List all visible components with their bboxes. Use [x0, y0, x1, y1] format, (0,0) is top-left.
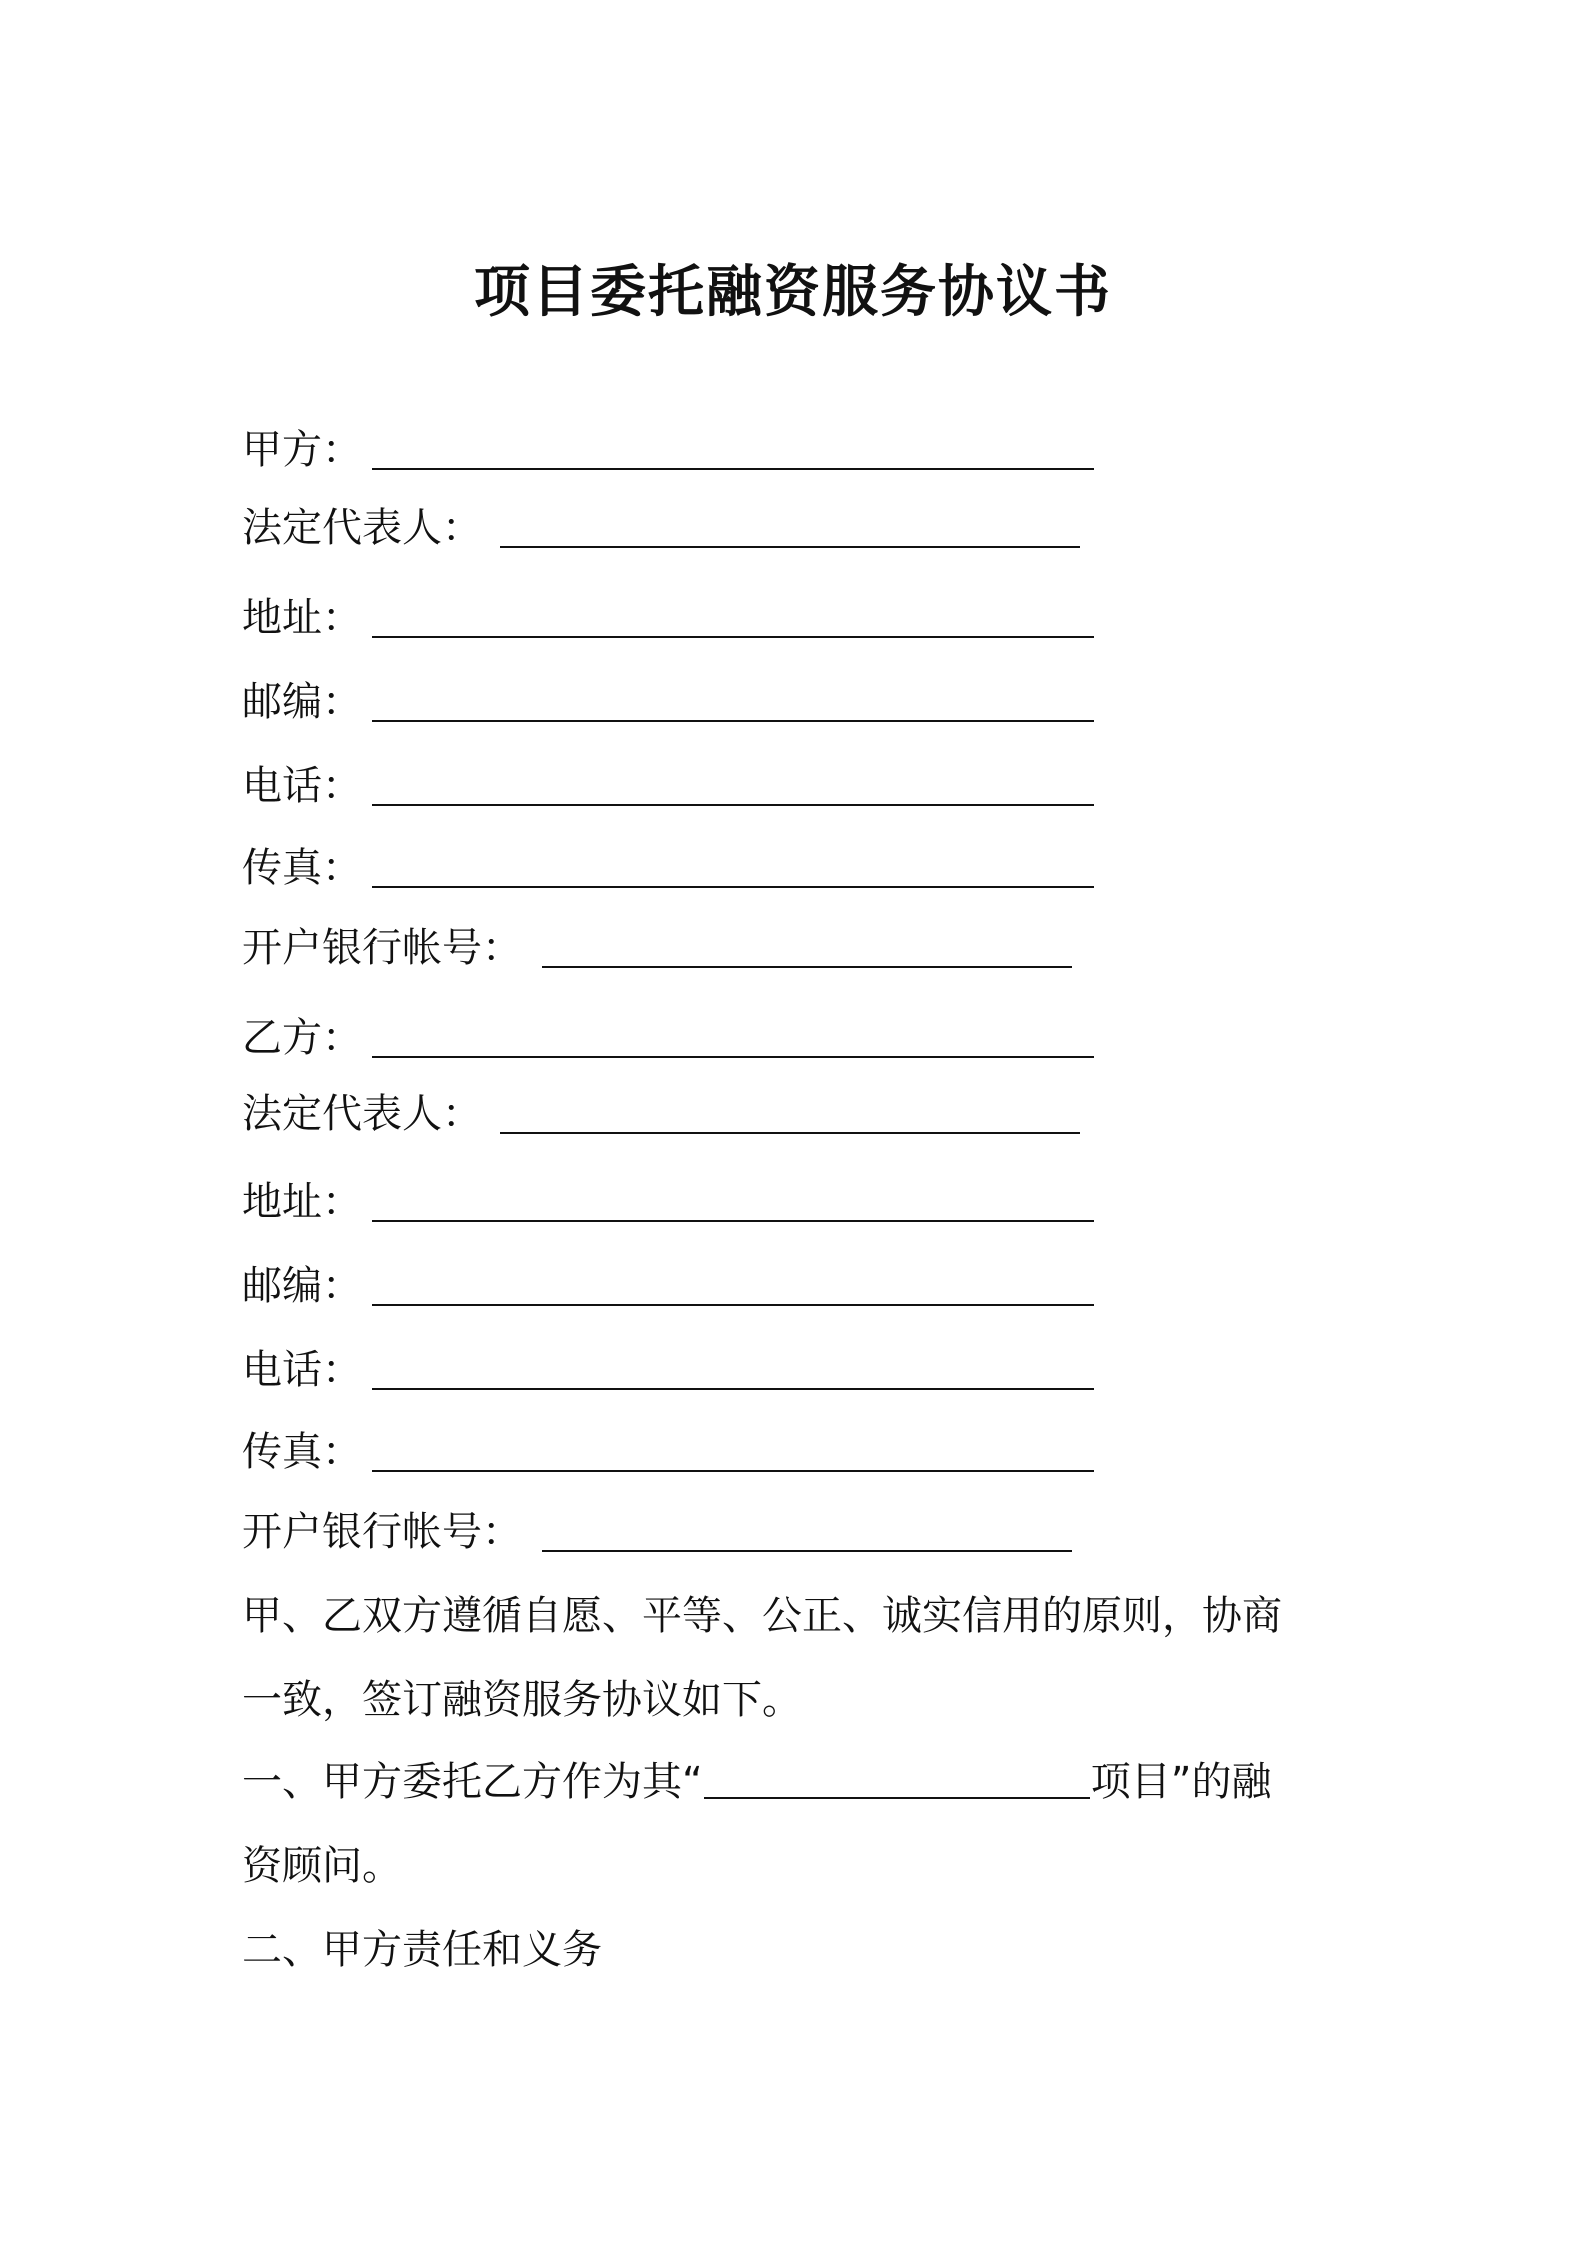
party-b-address-field[interactable]: [242, 1172, 362, 1232]
clause-1-suffix: 项目”的融: [1090, 1759, 1272, 1805]
party-b-phone-blank[interactable]: [372, 1388, 1094, 1390]
project-name-blank[interactable]: [704, 1757, 1090, 1799]
party-a-bank-blank[interactable]: [542, 966, 1072, 968]
clause-1-line-2: 资顾问。: [242, 1843, 402, 1889]
party-a-label: 甲方：: [242, 427, 362, 473]
party-b-bank-label: 开户银行帐号：: [242, 1509, 522, 1555]
party-b-phone-field[interactable]: [242, 1340, 362, 1400]
party-b-bank-blank[interactable]: [542, 1550, 1072, 1552]
party-b-postcode-field[interactable]: [242, 1256, 362, 1316]
party-b-fax-field[interactable]: [242, 1422, 362, 1482]
clause-2-heading: 二、甲方责任和义务: [242, 1927, 602, 1973]
party-a-bank-label: 开户银行帐号：: [242, 925, 522, 971]
party-a-address-blank[interactable]: [372, 636, 1094, 638]
party-b-blank[interactable]: [372, 1056, 1094, 1058]
party-a-fax-label: 传真：: [242, 845, 362, 891]
party-a-fax-field[interactable]: [242, 838, 362, 898]
party-a-legal-rep-label: 法定代表人：: [242, 505, 482, 551]
intro-line-2: 一致，签订融资服务协议如下。: [242, 1677, 802, 1723]
clause-1-prefix: 一、甲方委托乙方作为其“: [242, 1759, 703, 1805]
party-a-address-field[interactable]: [242, 588, 362, 648]
party-b-phone-label: 电话：: [242, 1347, 362, 1393]
party-b-legal-rep-field[interactable]: [242, 1084, 482, 1144]
party-a-postcode-blank[interactable]: [372, 720, 1094, 722]
party-a-fax-blank[interactable]: [372, 886, 1094, 888]
party-a-address-label: 地址：: [242, 595, 362, 641]
party-a-legal-rep-blank[interactable]: [500, 546, 1080, 548]
party-a-bank-field[interactable]: [242, 918, 522, 978]
intro-line-1: 甲、乙双方遵循自愿、平等、公正、诚实信用的原则，协商: [242, 1593, 1282, 1639]
party-a-blank[interactable]: [372, 468, 1094, 470]
party-b-fax-blank[interactable]: [372, 1470, 1094, 1472]
party-b-postcode-label: 邮编：: [242, 1263, 362, 1309]
party-b-label: 乙方：: [242, 1015, 362, 1061]
party-b-bank-field[interactable]: [242, 1502, 522, 1562]
party-b-address-blank[interactable]: [372, 1220, 1094, 1222]
party-a-postcode-label: 邮编：: [242, 679, 362, 725]
party-b-address-label: 地址：: [242, 1179, 362, 1225]
party-a-postcode-field[interactable]: [242, 672, 362, 732]
party-b-field[interactable]: [242, 1008, 362, 1068]
party-b-fax-label: 传真：: [242, 1429, 362, 1475]
party-b-legal-rep-blank[interactable]: [500, 1132, 1080, 1134]
party-a-phone-blank[interactable]: [372, 804, 1094, 806]
document-title: 项目委托融资服务协议书: [474, 260, 1112, 325]
party-a-legal-rep-field[interactable]: [242, 498, 482, 558]
party-b-postcode-blank[interactable]: [372, 1304, 1094, 1306]
party-a-phone-label: 电话：: [242, 763, 362, 809]
party-a-phone-field[interactable]: [242, 756, 362, 816]
clause-1-line-1: [242, 1752, 1362, 1812]
party-a-field[interactable]: [242, 420, 362, 480]
party-b-legal-rep-label: 法定代表人：: [242, 1091, 482, 1137]
